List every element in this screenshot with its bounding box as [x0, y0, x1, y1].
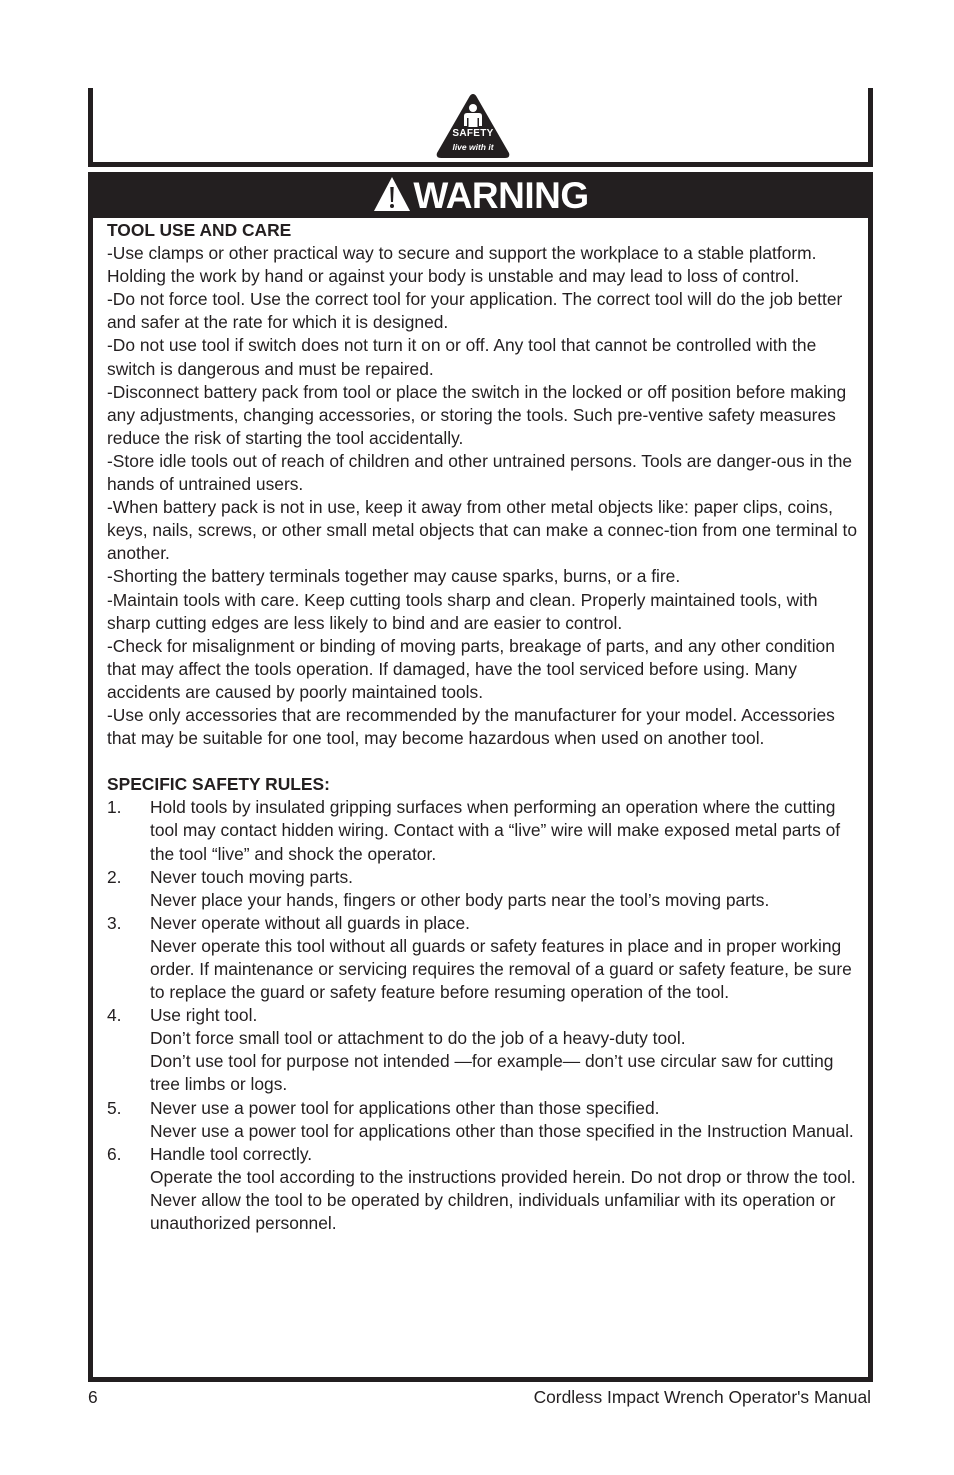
- list-item: [107, 912, 859, 1004]
- paragraph: -Disconnect battery pack from tool or place the switch in the locked or off position before making any adjustments, changing accessories, or storing the tools. Such pre-ventive safety measures reduce the risk of starting the tool accidentally.: [107, 381, 847, 448]
- section-gap: [107, 750, 859, 773]
- rule-line: Don’t use tool for purpose not intended —for example— don’t use circular saw for cutting tree limbs or logs.: [150, 1051, 834, 1095]
- warning-banner: [88, 172, 873, 218]
- rule-line: Don’t force small tool or attachment to do the job of a heavy-duty tool.: [150, 1028, 686, 1049]
- rule-line: Never use a power tool for applications other than those specified in the Instruction Manual.: [150, 1120, 854, 1141]
- paragraph: -Use clamps or other practical way to secure and support the workplace to a stable platform. Holding the work by hand or against your body is unstable and may lead to loss of control.: [107, 243, 817, 287]
- paragraph: -Store idle tools out of reach of children and other untrained persons. Tools are danger-ous in the hands of untrained users.: [107, 450, 853, 495]
- page-number: 6: [88, 1387, 98, 1407]
- rule-line: Use right tool.: [150, 1005, 258, 1026]
- manual-title: Cordless Impact Wrench Operator's Manual: [533, 1387, 871, 1407]
- paragraph: -Use only accessories that are recommended by the manufacturer for your model. Accessories that may be suitable for one tool, may become hazardous when used on another tool.: [107, 704, 835, 749]
- warning-triangle-icon: [372, 174, 412, 214]
- rule-line: Hold tools by insulated gripping surfaces when performing an operation where the cutting tool may contact hidden wiring. Contact with a “live” wire will make exposed metal parts of the tool “live” and shock the operator.: [150, 797, 841, 864]
- rule-line: Never operate without all guards in place.: [150, 912, 470, 933]
- rule-line: Never use a power tool for applications other than those specified.: [150, 1097, 660, 1118]
- rule-line: Never touch moving parts.: [150, 866, 353, 887]
- paragraph: -Maintain tools with care. Keep cutting tools sharp and clean. Properly maintained tools, with sharp cutting edges are less likely to bind and are easier to control.: [107, 589, 818, 633]
- list-number: 5.: [107, 1097, 122, 1118]
- paragraph: -Shorting the battery terminals together may cause sparks, burns, or a fire.: [107, 566, 681, 587]
- paragraph: -When battery pack is not in use, keep it away from other metal objects like: paper clips, coins, keys, nails, screws, or other small metal objects that can make a connec-tion from one terminal to another.: [107, 497, 858, 564]
- safety-logo: [434, 92, 512, 160]
- list-item: [107, 1004, 859, 1096]
- section-heading-specific-rules: SPECIFIC SAFETY RULES:: [107, 774, 330, 795]
- list-number: 4.: [107, 1005, 122, 1026]
- list-item: [107, 796, 859, 865]
- paragraph: -Do not use tool if switch does not turn it on or off. Any tool that cannot be controlled with the switch is dangerous and must be repaired.: [107, 335, 817, 379]
- list-item: [107, 866, 859, 912]
- rule-line: Handle tool correctly.: [150, 1143, 313, 1164]
- paragraph: -Check for misalignment or binding of moving parts, breakage of parts, and any other condition that may affect the tools operation. If damaged, have the tool serviced before using. Many accidents are caused by poorly maintained tools.: [107, 635, 835, 702]
- list-number: 1.: [107, 797, 122, 818]
- list-item: [107, 1143, 859, 1235]
- list-item: [107, 1097, 859, 1143]
- rule-line: Never place your hands, fingers or other body parts near the tool’s moving parts.: [150, 889, 770, 910]
- list-number: 3.: [107, 912, 122, 933]
- logo-tagline-text: live with it: [452, 142, 494, 152]
- section-heading-tool-use: TOOL USE AND CARE: [107, 220, 292, 240]
- warning-title: WARNING: [413, 174, 589, 216]
- rule-line: Never operate this tool without all guards or safety features in place and in proper working order. If maintenance or servicing requires the removal of a guard or safety feature, be sure to replace the guard or safety feature before resuming operation of the tool.: [150, 935, 852, 1003]
- list-number: 2.: [107, 866, 122, 887]
- paragraph: -Do not force tool. Use the correct tool for your application. The correct tool will do the job better and safer at the rate for which it is designed.: [107, 289, 843, 333]
- warning-body: [107, 219, 859, 1235]
- logo-safety-text: SAFETY: [452, 128, 494, 139]
- rule-line: Operate the tool according to the instructions provided herein. Do not drop or throw the tool. Never allow the tool to be operated by children, individuals unfamiliar with its operation or unauthorized personnel.: [150, 1166, 856, 1234]
- list-number: 6.: [107, 1143, 122, 1164]
